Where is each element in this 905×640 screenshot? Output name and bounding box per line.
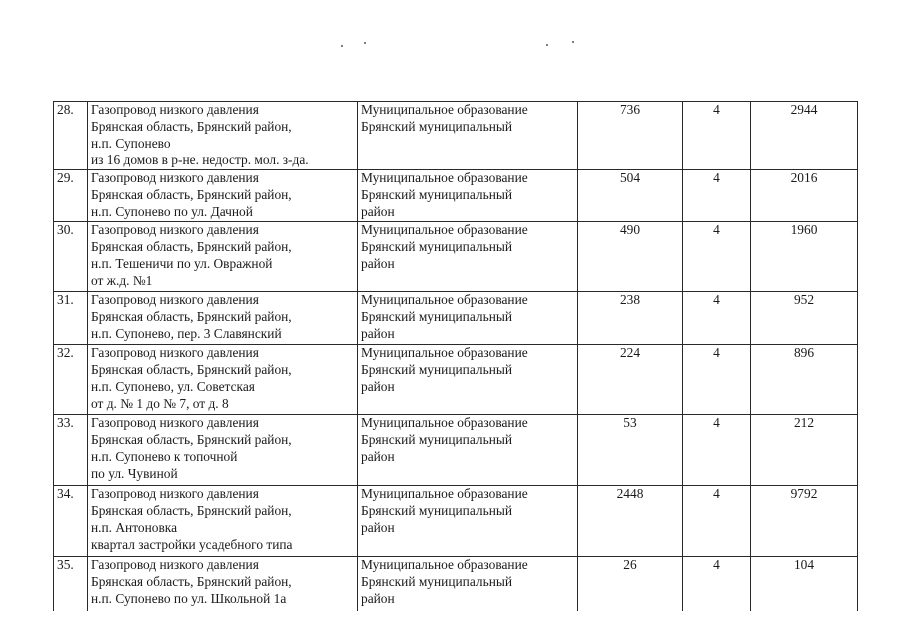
row-number: 34. [54,486,88,557]
object-line: н.п. Супонево, пер. 3 Славянский [91,325,282,341]
object-line: Газопровод низкого давления [91,222,259,238]
object-line: н.п. Тешеничи по ул. Овражной [91,255,273,271]
object-line: Газопровод низкого давления [91,557,259,573]
row-number: 33. [54,415,88,486]
owner-line: Муниципальное образование [361,170,528,186]
owner-line: Муниципальное образование [361,415,528,431]
owner-line: район [361,203,395,219]
owner-line: Муниципальное образование [361,222,528,238]
object-line: Брянская область, Брянский район, [91,361,292,377]
table-row [54,102,858,170]
object-line: по ул. Чувиной [91,465,178,481]
object-line: Газопровод низкого давления [91,170,259,186]
object-line: н.п. Антоновка [91,519,178,535]
owner-line: Муниципальное образование [361,557,528,573]
owner [358,170,578,222]
owner-line: район [361,519,395,535]
owner-line: Муниципальное образование [361,292,528,308]
table-row [54,486,858,557]
object-line: из 16 домов в р-не. недостр. мол. з-да. [91,152,309,168]
rate-value: 4 [683,557,751,611]
object-description [88,486,358,557]
owner [358,345,578,415]
owner-line: Брянский муниципальный [361,573,513,589]
row-number: 30. [54,222,88,292]
table-row [54,557,858,611]
owner-line: Брянский муниципальный [361,186,513,202]
owner [358,222,578,292]
owner-line: район [361,325,395,341]
table-row [54,345,858,415]
object-line: Брянская область, Брянский район, [91,238,292,254]
scan-speck [572,41,574,43]
owner-line: Брянский муниципальный [361,118,513,134]
length-value: 2448 [578,486,683,557]
owner [358,292,578,345]
total-value: 212 [751,415,858,486]
object-line: квартал застройки усадебного типа [91,536,293,552]
object-line: н.п. Супонево по ул. Дачной [91,203,253,219]
length-value: 736 [578,102,683,170]
total-value: 2944 [751,102,858,170]
owner [358,486,578,557]
owner-line: район [361,255,395,271]
owner-line: район [361,590,395,606]
rate-value: 4 [683,102,751,170]
row-number: 31. [54,292,88,345]
scan-speck [546,44,548,46]
owner-line: Брянский муниципальный [361,431,513,447]
scan-speck [364,42,366,44]
object-line: Брянская область, Брянский район, [91,186,292,202]
rate-value: 4 [683,222,751,292]
length-value: 224 [578,345,683,415]
object-line: н.п. Супонево к топочной [91,448,238,464]
object-line: Брянская область, Брянский район, [91,573,292,589]
rate-value: 4 [683,170,751,222]
owner-line: Брянский муниципальный [361,361,513,377]
row-number: 29. [54,170,88,222]
table-row [54,222,858,292]
object-line: Газопровод низкого давления [91,102,259,117]
owner-line: Брянский муниципальный [361,308,513,324]
row-number: 28. [54,102,88,170]
owner-line: район [361,448,395,464]
total-value: 2016 [751,170,858,222]
object-line: н.п. Супонево [91,135,171,151]
length-value: 26 [578,557,683,611]
row-number: 35. [54,557,88,611]
table-row [54,170,858,222]
rate-value: 4 [683,415,751,486]
owner [358,415,578,486]
owner-line: Брянский муниципальный [361,238,513,254]
length-value: 490 [578,222,683,292]
owner-line: Муниципальное образование [361,486,528,502]
length-value: 238 [578,292,683,345]
total-value: 1960 [751,222,858,292]
length-value: 504 [578,170,683,222]
object-description [88,415,358,486]
owner [358,557,578,611]
object-line: Газопровод низкого давления [91,292,259,308]
owner-line: Муниципальное образование [361,345,528,361]
object-line: Газопровод низкого давления [91,415,259,431]
object-description [88,557,358,611]
rate-value: 4 [683,486,751,557]
object-description [88,102,358,170]
object-line: Газопровод низкого давления [91,486,259,502]
object-line: Газопровод низкого давления [91,345,259,361]
object-line: от д. № 1 до № 7, от д. 8 [91,395,229,411]
object-line: Брянская область, Брянский район, [91,118,292,134]
object-line: Брянская область, Брянский район, [91,502,292,518]
total-value: 104 [751,557,858,611]
total-value: 952 [751,292,858,345]
row-number: 32. [54,345,88,415]
owner-line: район [361,378,395,394]
table-row [54,415,858,486]
object-line: от ж.д. №1 [91,272,153,288]
object-description [88,345,358,415]
scan-speck [341,45,343,47]
object-description [88,292,358,345]
gas-pipeline-table [53,101,858,611]
owner-line: Муниципальное образование [361,102,528,117]
object-description [88,170,358,222]
rate-value: 4 [683,292,751,345]
object-line: Брянская область, Брянский район, [91,431,292,447]
object-line: Брянская область, Брянский район, [91,308,292,324]
object-line: н.п. Супонево, ул. Советская [91,378,255,394]
length-value: 53 [578,415,683,486]
rate-value: 4 [683,345,751,415]
total-value: 896 [751,345,858,415]
object-line: н.п. Супонево по ул. Школьной 1а [91,590,287,606]
table-row [54,292,858,345]
owner-line: Брянский муниципальный [361,502,513,518]
total-value: 9792 [751,486,858,557]
owner [358,102,578,170]
object-description [88,222,358,292]
